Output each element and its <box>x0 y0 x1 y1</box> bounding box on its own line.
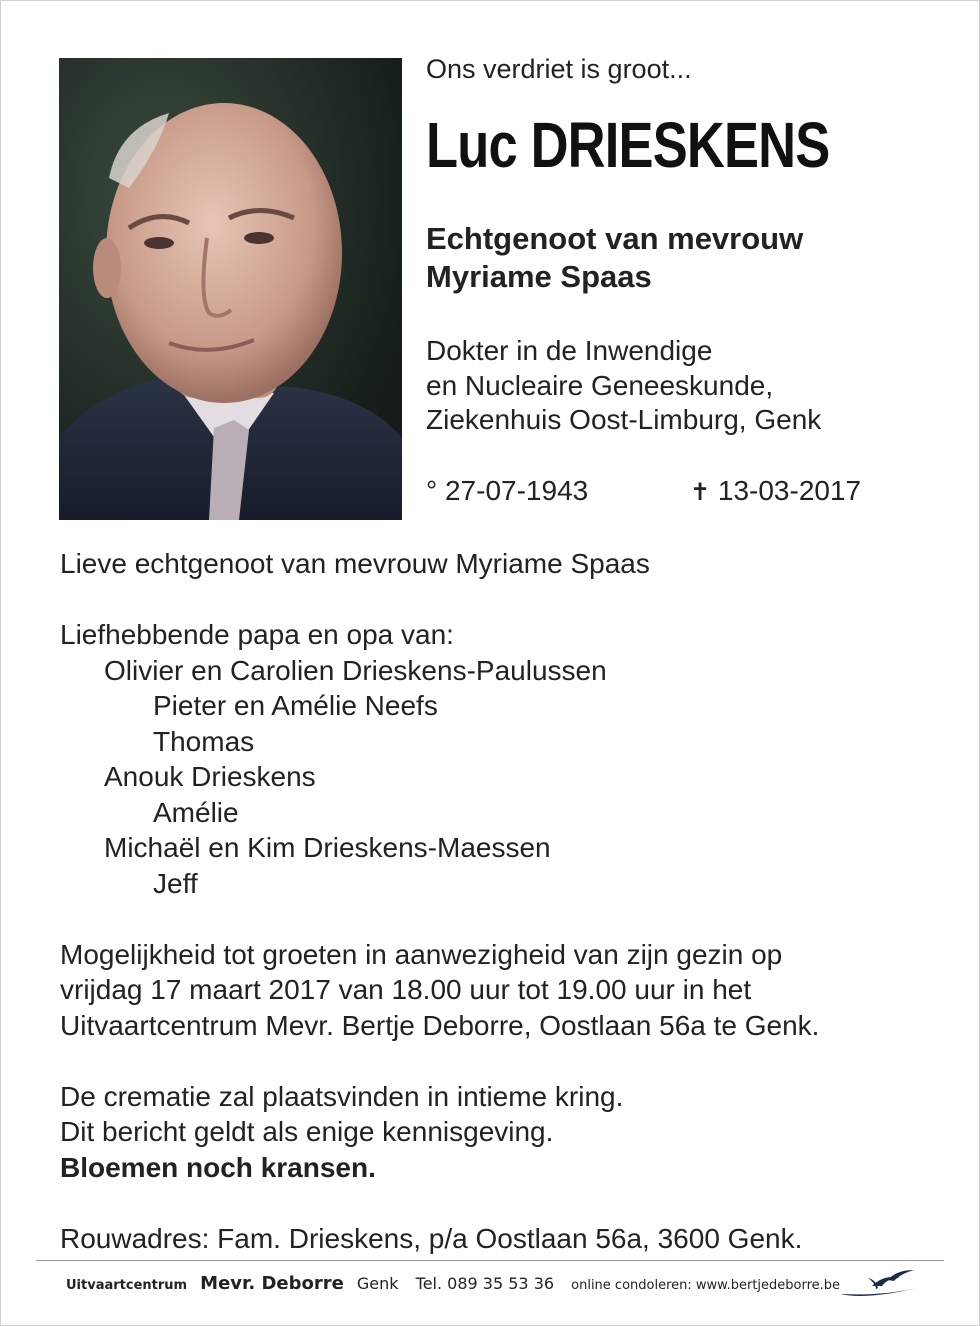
footer-phone: Tel. 089 35 53 36 <box>415 1274 555 1293</box>
visitation-line: Mogelijkheid tot groeten in aanwezigheid van zijn gezin op <box>60 938 783 970</box>
footer-center: Uitvaartcentrum <box>66 1278 188 1293</box>
profession-block <box>426 334 821 438</box>
footer-city: Genk <box>356 1274 399 1293</box>
birth-symbol: ° <box>426 475 438 506</box>
family-member: Anouk Drieskens <box>104 761 316 792</box>
intro-text: Ons verdriet is groot... <box>426 54 692 84</box>
footer-divider <box>36 1260 944 1261</box>
spouse-line: Echtgenoot van mevrouw <box>426 221 804 256</box>
notice-only-line: Dit bericht geldt als enige kennisgeving. <box>60 1116 554 1147</box>
profession-line: Dokter in de Inwendige <box>426 335 713 366</box>
flowers-line: Bloemen noch kransen. <box>60 1151 376 1183</box>
family-member: Pieter en Amélie Neefs <box>153 690 438 721</box>
cross-icon: ✝ <box>690 479 711 506</box>
death-date <box>690 475 861 507</box>
family-member: Jeff <box>153 867 198 899</box>
family-member: Amélie <box>153 796 239 828</box>
birth-date-value: 27-07-1943 <box>444 475 589 506</box>
profession-line: en Nucleaire Geneeskunde, <box>426 369 774 401</box>
family-member: Thomas <box>153 725 255 757</box>
visitation-line: Uitvaartcentrum Mevr. Bertje Deborre, Oostlaan 56a te Genk. <box>60 1009 820 1041</box>
portrait-illustration <box>59 58 402 520</box>
spouse-block <box>426 220 803 296</box>
family-heading: Liefhebbende papa en opa van: <box>60 619 454 650</box>
spouse-name: Myriame Spaas <box>426 259 652 294</box>
flying-birds-icon <box>838 1266 920 1302</box>
address-line: Rouwadres: Fam. Drieskens, p/a Oostlaan 56a, 3600 Genk. <box>60 1222 803 1254</box>
notice-body <box>60 546 940 1256</box>
cremation-line: De crematie zal plaatsvinden in intieme kring. <box>60 1080 624 1112</box>
footer-website[interactable]: online condoleren: www.bertjedeborre.be <box>571 1278 841 1293</box>
profession-line: Ziekenhuis Oost-Limburg, Genk <box>426 404 822 435</box>
death-date-value: 13-03-2017 <box>717 475 862 506</box>
family-member: Michaël en Kim Drieskens-Maessen <box>104 832 551 863</box>
deceased-name: Luc DRIESKENS <box>426 109 830 181</box>
beloved-line: Lieve echtgenoot van mevrouw Myriame Spaas <box>60 548 650 579</box>
footer <box>66 1273 866 1294</box>
visitation-line: vrijdag 17 maart 2017 van 18.00 uur tot 19.00 uur in het <box>60 974 752 1005</box>
footer-name: Mevr. Deborre <box>200 1273 344 1294</box>
family-member: Olivier en Carolien Drieskens-Paulussen <box>104 654 607 686</box>
birth-date <box>426 475 588 507</box>
portrait-photo <box>59 58 402 520</box>
